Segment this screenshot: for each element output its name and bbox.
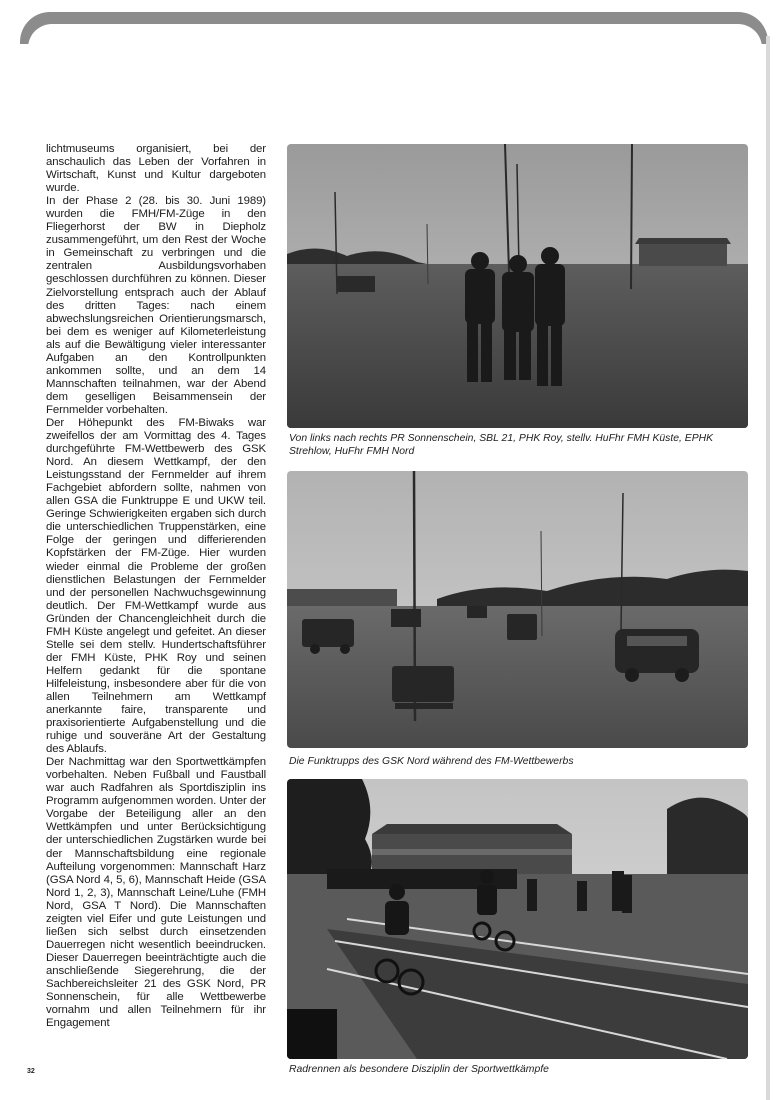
photo-radio-trucks [287,471,748,748]
caption-photo-3: Radrennen als besondere Disziplin der Sportwettkämpfe [289,1064,549,1075]
caption-photo-2: Die Funktrupps des GSK Nord während des FM-Wettbewerbs [289,756,574,767]
page-right-edge [766,36,770,1100]
paragraph-4: Der Nachmittag war den Sportwettkämpfen vorbehalten. Neben Fußball und Faustball war auch Radfahren als Sportdisziplin ins Programm aufgenommen worden. Unter der Vorgabe der Beteiligung aller an den Wettkämpfen und unter Berücksichtigung der unterschiedlichen Zugstärken wurde bei der Mannschaftsbildung eine regionale Aufteilung vorgenommen: Mannschaft Harz (GSA Nord 4, 5, 6), Mannschaft Heide (GSA Nord 1, 2, 3), Mannschaft Leine/Luhe (FMH Nord, GSA T Nord). Die Mannschaften zeigten viel Eifer und gute Leistungen und ließen sich selbst durch einsetzenden Dauerregen nicht wesentlich beeindrucken. Dieser Dauerregen beeinträchtigte auch die anschließende Siegerehrung, die der Sachbereichsleiter 21 des GSK Nord, PR Sonnenschein, für alle Wettbewerbe vornahm und allen Teilnehmern für ihr Engagement [46,756,266,1030]
paragraph-1: lichtmuseums organisiert, bei der anschaulich das Leben der Vorfahren in Wirtschaft, Kunst und Kultur dargeboten wurde. [46,143,266,195]
article-body [46,143,266,1030]
paragraph-2: In der Phase 2 (28. bis 30. Juni 1989) wurden die FMH/FM-Züge in den Fliegerhorst der BW in Diepholz zusammengeführt, um den Rest der Woche in Gemeinschaft zu verbringen und die zentralen Ausbildungsvorhaben geschlossen durchführen zu können. Dieser Zielvorstellung entsprach auch der Ablauf des dritten Tages: nach einem abwechslungsreichen Orientierungsmarsch, bei dem es weniger auf Kilometerleistung als auf die Bewältigung vieler interessanter Aufgaben an den Kontrollpunkten ankommen sollte, und an dem 14 Mannschaften teilnahmen, war der Abend dem geselligen Beisammensein der Fernmelder vorbehalten. [46,195,266,416]
photo-officers-field [287,144,748,428]
caption-photo-1: Von links nach rechts PR Sonnenschein, SBL 21, PHK Roy, stellv. HuFhr FMH Küste, EPHK Strehlow, HuFhr FMH Nord [289,433,714,457]
photo-bicycle-race [287,779,748,1059]
paragraph-3: Der Höhepunkt des FM-Biwaks war zweifellos der am Vormittag des 4. Tages durchgeführte FM-Wettbewerb des GSK Nord. An diesem Wettkampf, der den Leistungsstand der Fernmelder auf ihrem Fachgebiet abfordern sollte, nahmen von allen GSA die Funktruppe E und UKW teil. Geringe Schwierigkeiten ergaben sich durch die unterschiedlichen Truppenstärken, eine Folge der geringen und differierenden Kopfstärken der FM-Züge. Hier wurden wieder einmal die Probleme der großen dienstlichen Belastungen der Fernmelder und der personellen Nachwuchsgewinnung deutlich. Der FM-Wettkampf wurde aus Gründen der Chancengleichheit durch die FMH Küste angelegt und gefeitet. An dieser Stelle sei dem stellv. Hundertschaftsführer der FMH Küste, PHK Roy und seinen Helfern gedankt für die spontane Hilfeleistung, insbesondere aber für die von allen Teilnehmern am Wettkampf anerkannte faire, transparente und praxisorientierte Aufgabenstellung und die ruhige und souveräne Art der Gestaltung des Ablaufs. [46,416,266,756]
page-top-border-inner [28,24,762,54]
page-number: 32 [27,1068,35,1075]
